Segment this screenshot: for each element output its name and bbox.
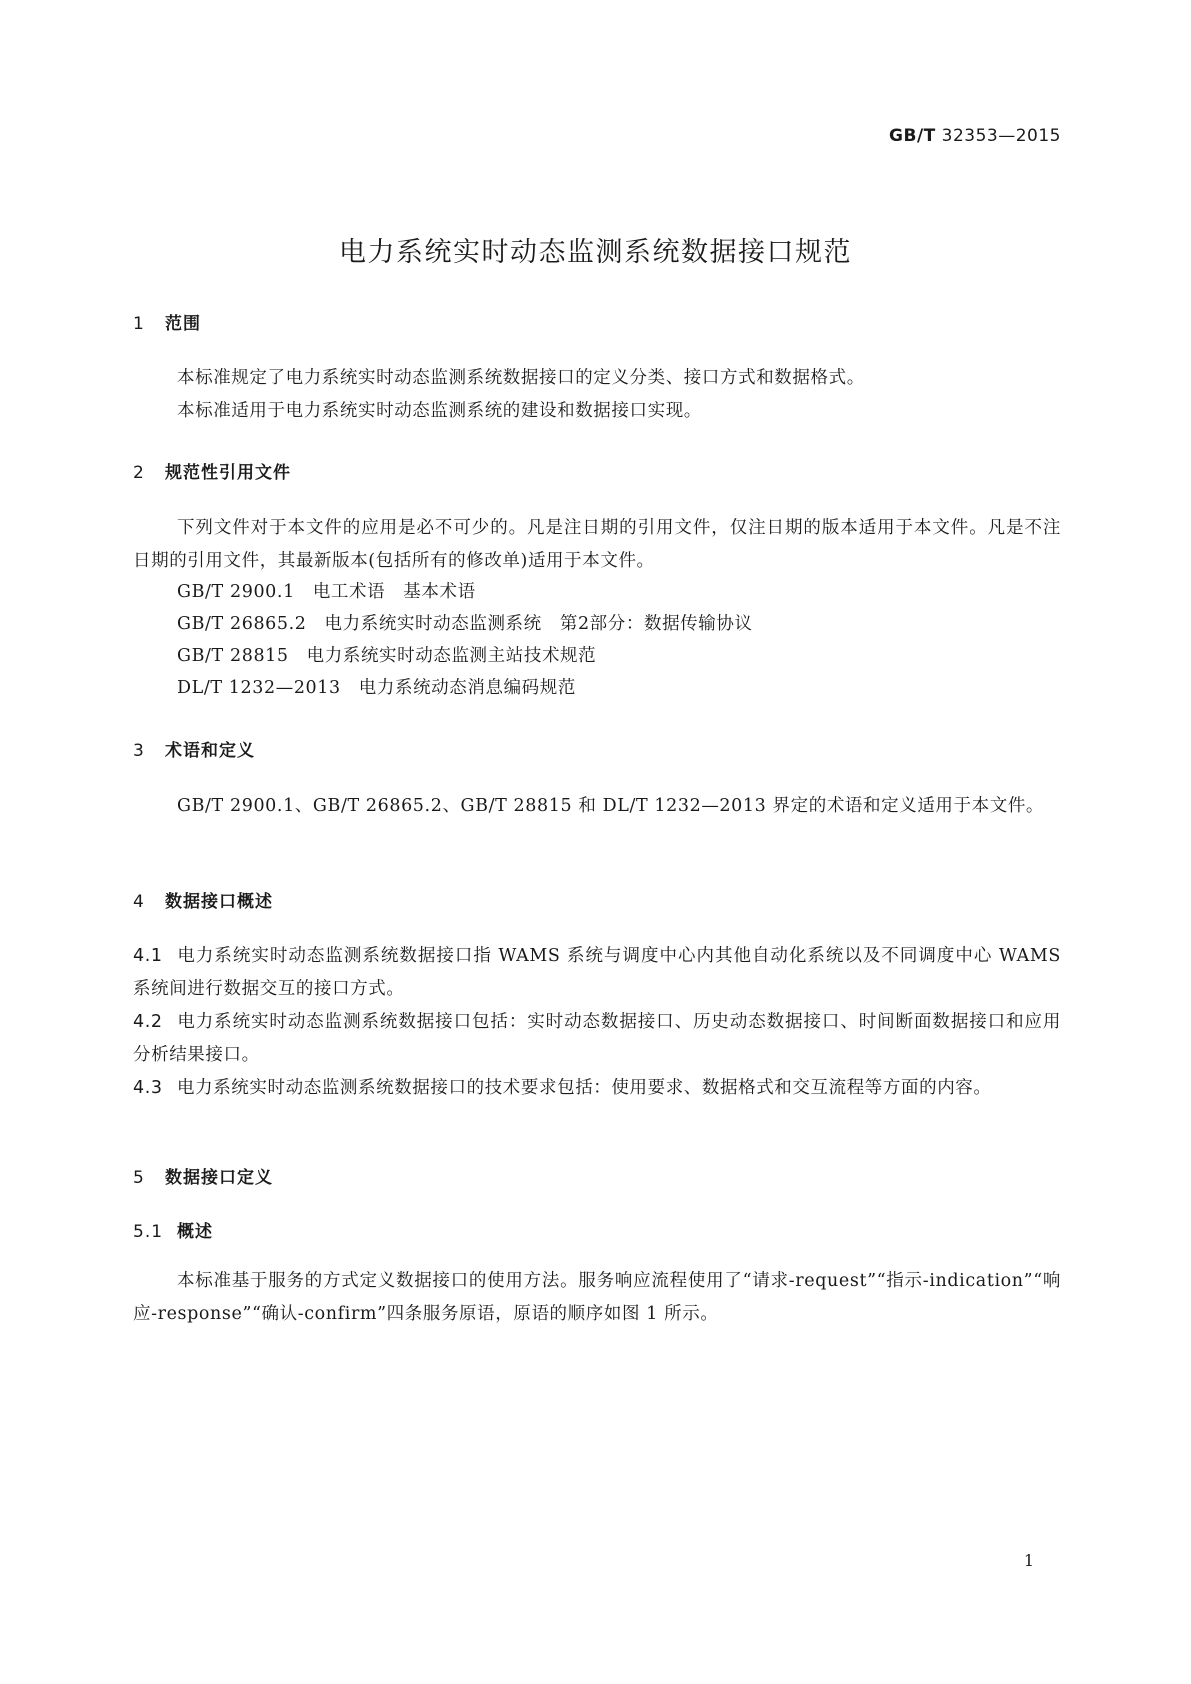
section-title: 术语和定义 <box>165 741 255 761</box>
reference-item <box>177 674 576 699</box>
reference-title: 电力系统实时动态监测系统 第2部分：数据传输协议 <box>324 614 753 634</box>
reference-item <box>177 578 476 603</box>
subsection-title: 概述 <box>177 1222 213 1242</box>
section-1-paragraph-1: 本标准规定了电力系统实时动态监测系统数据接口的定义分类、接口方式和数据格式。 <box>177 368 865 388</box>
section-number: 1 <box>133 314 145 334</box>
clause-text: 电力系统实时动态监测系统数据接口指 WAMS 系统与调度中心内其他自动化系统以及不同调度中心 WAMS 系统间进行数据交互的接口方式。 <box>133 946 1061 999</box>
section-3-heading <box>133 736 255 761</box>
clause-text: 电力系统实时动态监测系统数据接口包括：实时动态数据接口、历史动态数据接口、时间断面数据接口和应用分析结果接口。 <box>133 1012 1061 1065</box>
section-number: 4 <box>133 892 145 912</box>
standard-code-prefix: GB/T <box>889 126 936 146</box>
clause-4-1 <box>133 940 1061 1006</box>
page-number: 1 <box>1023 1551 1034 1570</box>
section-title: 规范性引用文件 <box>165 463 291 483</box>
standard-code <box>889 126 1061 146</box>
reference-title: 电工术语 基本术语 <box>312 582 476 602</box>
section-5-heading <box>133 1163 273 1188</box>
standard-code-number: 32353—2015 <box>941 126 1061 146</box>
clause-4-2 <box>133 1006 1061 1072</box>
section-1-heading <box>133 309 201 334</box>
section-2-intro: 下列文件对于本文件的应用是必不可少的。凡是注日期的引用文件，仅注日期的版本适用于本文件。凡是不注日期的引用文件，其最新版本(包括所有的修改单)适用于本文件。 <box>133 518 1061 571</box>
document-title: 电力系统实时动态监测系统数据接口规范 <box>339 237 852 268</box>
section-number: 2 <box>133 463 145 483</box>
clause-number: 4.2 <box>133 1012 163 1032</box>
section-2-heading <box>133 458 291 483</box>
reference-item <box>177 610 753 635</box>
section-number: 3 <box>133 741 145 761</box>
section-title: 数据接口概述 <box>165 892 273 912</box>
section-3-paragraph: GB/T 2900.1、GB/T 26865.2、GB/T 28815 和 DL/T 1232—2013 界定的术语和定义适用于本文件。 <box>177 796 1045 816</box>
reference-title: 电力系统实时动态监测主站技术规范 <box>306 646 597 666</box>
subsection-number: 5.1 <box>133 1222 164 1242</box>
section-number: 5 <box>133 1168 145 1188</box>
clause-number: 4.3 <box>133 1078 163 1098</box>
section-title: 数据接口定义 <box>165 1168 273 1188</box>
reference-title: 电力系统动态消息编码规范 <box>358 678 576 698</box>
section-1-paragraph-2: 本标准适用于电力系统实时动态监测系统的建设和数据接口实现。 <box>177 401 702 421</box>
clause-number: 4.1 <box>133 946 163 966</box>
section-title: 范围 <box>165 314 201 334</box>
reference-code: GB/T 2900.1 <box>177 582 295 602</box>
clause-text: 电力系统实时动态监测系统数据接口的技术要求包括：使用要求、数据格式和交互流程等方面的内容。 <box>177 1078 992 1098</box>
subsection-5-1-heading <box>133 1217 213 1242</box>
clause-4-3 <box>133 1072 1061 1105</box>
reference-item <box>177 642 596 667</box>
reference-code: DL/T 1232—2013 <box>177 678 341 698</box>
reference-code: GB/T 26865.2 <box>177 614 307 634</box>
subsection-5-1-paragraph: 本标准基于服务的方式定义数据接口的使用方法。服务响应流程使用了“请求-request”“指示-indication”“响应-response”“确认-confirm”四条服务原语，原语的顺序如图 1 所示。 <box>133 1271 1061 1324</box>
reference-code: GB/T 28815 <box>177 646 289 666</box>
section-4-heading <box>133 887 273 912</box>
